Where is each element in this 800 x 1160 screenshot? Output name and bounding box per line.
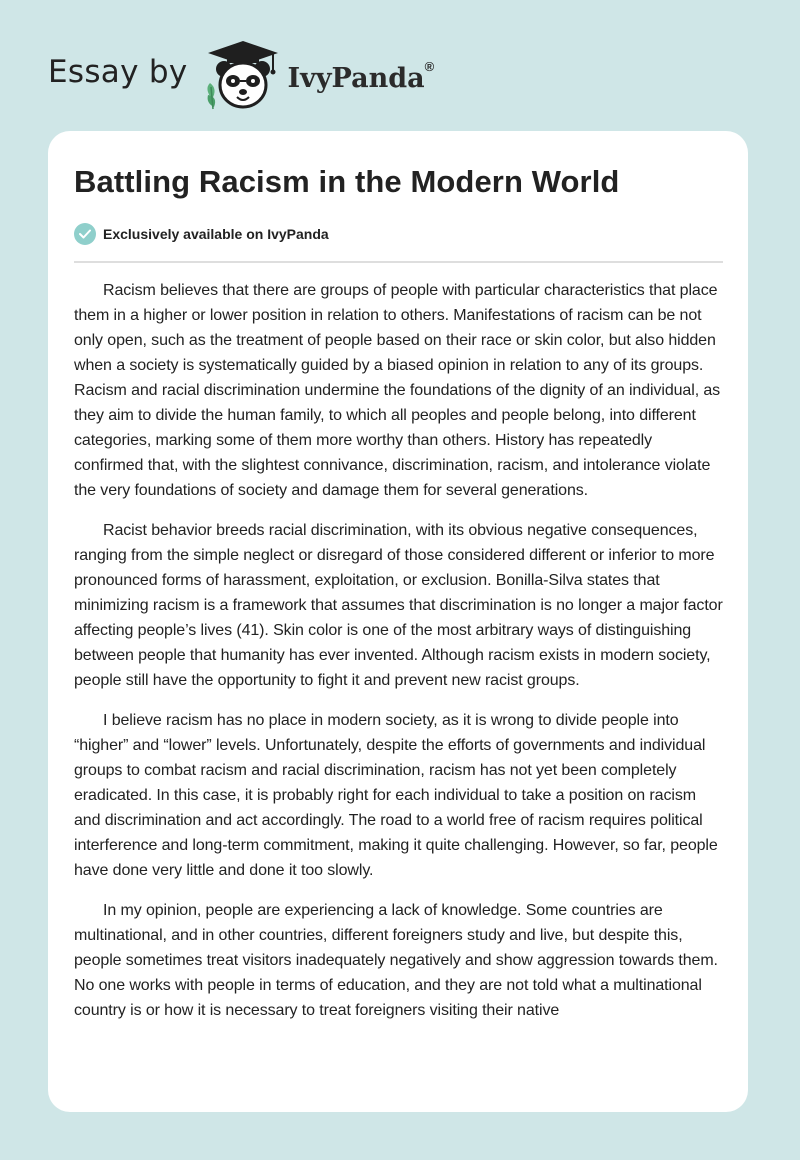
divider — [74, 261, 723, 263]
brand-name[interactable] — [287, 58, 435, 94]
essay-card — [48, 131, 748, 1112]
site-header — [48, 36, 434, 116]
registered-mark: ® — [424, 58, 435, 74]
paragraph: Racist behavior breeds racial discrimination, with its obvious negative consequences, ranging from the simple neglect or disregard of those considered different or inferior to more pronounced forms of harassment, exploitation, or exclusion. Bonilla-Silva states that minimizing racism is a framework that assumes that discrimination is no longer a major factor affecting people’s lives (41). Skin color is one of the most arbitrary ways of distinguishing between people that humanity has ever invented. Although racism exists in modern society, people still have the opportunity to fight it and prevent new racist groups. — [74, 522, 723, 689]
essay-body — [74, 278, 724, 1038]
checkmark-icon — [74, 223, 96, 245]
panda-graduate-logo-icon[interactable] — [202, 39, 284, 113]
exclusive-badge — [74, 223, 329, 245]
page-title: Battling Racism in the Modern World — [74, 164, 620, 199]
paragraph: In my opinion, people are experiencing a lack of knowledge. Some countries are multinational, and in other countries, different foreigners study and live, but despite this, people sometimes treat visitors inadequately negatively and show aggression towards them. No one works with people in terms of education, and they are not told what a multinational country is or how it is necessary to treat foreigners visiting their native — [74, 902, 718, 1019]
brand-name-text: IvyPanda — [287, 62, 425, 94]
paragraph: I believe racism has no place in modern society, as it is wrong to divide people into “higher” and “lower” levels. Unfortunately, despite the efforts of governments and individual groups to combat racism and racial discrimination, racism has not yet been completely eradicated. In this case, it is probably right for each individual to take a position on racism and discrimination and act accordingly. The road to a world free of racism requires political interference and long-term commitment, making it quite challenging. However, so far, people have done very little and done it too slowly. — [74, 712, 718, 879]
essay-by-label: Essay by — [48, 54, 188, 90]
paragraph: Racism believes that there are groups of people with particular characteristics that place them in a higher or lower position in relation to others. Manifestations of racism can be not only open, such as the treatment of people based on their race or skin color, but also hidden when a society is systematically guided by a biased opinion in relation to any of its groups. Racism and racial discrimination undermine the foundations of the dignity of an individual, as they aim to divide the human family, to which all peoples and people belong, into different categories, marking some of them more worthy than others. History has repeatedly confirmed that, with the slightest connivance, discrimination, racism, and intolerance violate the very foundations of society and damage them for several generations. — [74, 282, 721, 499]
exclusive-badge-text: Exclusively available on IvyPanda — [103, 226, 329, 242]
